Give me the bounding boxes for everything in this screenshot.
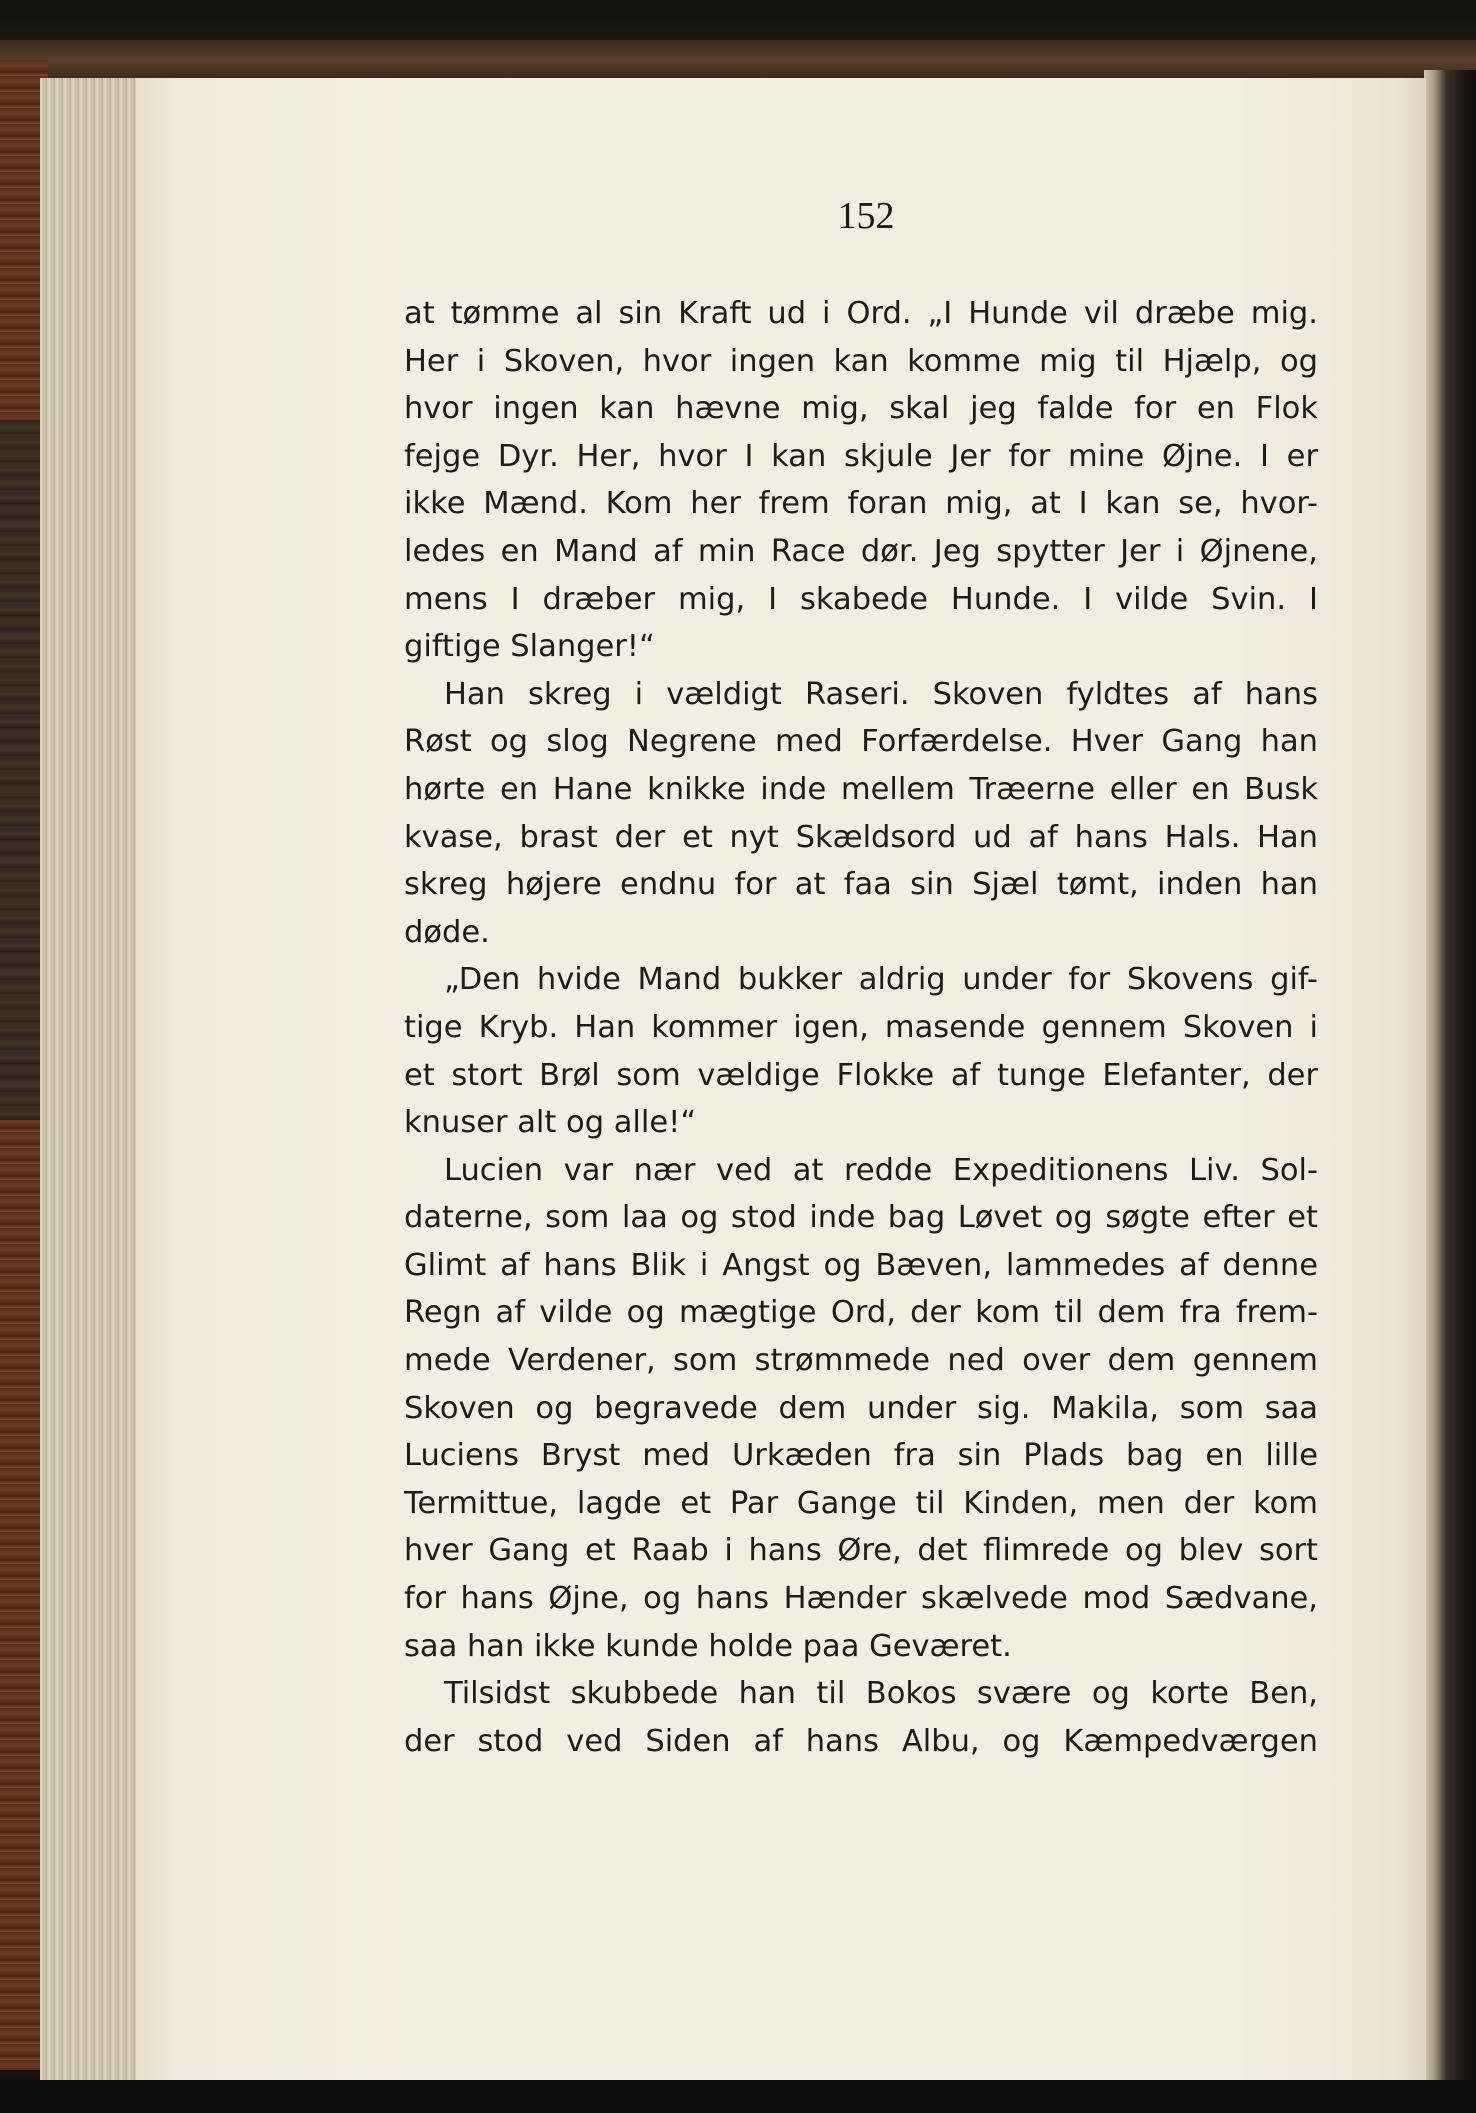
text-line: Røst og slog Negrene med Forfærdelse. Hver Gang han [404, 724, 1318, 760]
text-line: giftige Slanger!“ [404, 629, 655, 665]
book-bottom-edge [0, 2080, 1476, 2113]
text-line: Luciens Bryst med Urkæden fra sin Plads bag en lille [404, 1438, 1318, 1474]
text-line: fejge Dyr. Her, hvor I kan skjule Jer for mine Øjne. I er [404, 438, 1318, 474]
page-edges [40, 78, 140, 2083]
text-line: „Den hvide Mand bukker aldrig under for Skovens gif- [444, 962, 1318, 998]
text-line: skreg højere endnu for at faa sin Sjæl tømt, inden han [404, 867, 1318, 903]
text-line: mede Verdener, som strømmede ned over dem gennem [404, 1343, 1318, 1379]
paragraph [404, 290, 1318, 671]
text-line: hvor ingen kan hævne mig, skal jeg falde for en Flok [404, 391, 1318, 427]
paragraph [404, 671, 1318, 957]
page-number: 152 [837, 195, 895, 237]
text-line: Han skreg i vældigt Raseri. Skoven fyldtes af hans [444, 676, 1318, 712]
text-line: hørte en Hane knikke inde mellem Træerne eller en Busk [404, 771, 1318, 807]
text-line: Tilsidst skubbede han til Bokos svære og korte Ben, [444, 1676, 1318, 1712]
paragraph [404, 956, 1318, 1146]
text-line: et stort Brøl som vældige Flokke af tunge Elefanter, der [404, 1057, 1318, 1093]
text-line: Termittue, lagde et Par Gange til Kinden, men der kom [404, 1485, 1318, 1521]
text-line: hver Gang et Raab i hans Øre, det flimrede og blev sort [404, 1533, 1318, 1569]
facing-page-edge [1424, 70, 1476, 2085]
text-line: Regn af vilde og mægtige Ord, der kom til dem fra frem- [404, 1295, 1318, 1331]
text-line: daterne, som laa og stod inde bag Løvet og søgte efter et [404, 1200, 1318, 1236]
text-line: Her i Skoven, hvor ingen kan komme mig til Hjælp, og [404, 343, 1318, 379]
text-line: mens I dræber mig, I skabede Hunde. I vilde Svin. I [404, 581, 1318, 617]
text-line: Skoven og begravede dem under sig. Makila, som saa [404, 1390, 1318, 1426]
body-text [404, 290, 1318, 1765]
text-line: at tømme al sin Kraft ud i Ord. „I Hunde vil dræbe mig. [404, 296, 1318, 331]
text-line: for hans Øjne, og hans Hænder skælvede mod Sædvane, [404, 1581, 1318, 1617]
paragraph [404, 1147, 1318, 1671]
text-line: der stod ved Siden af hans Albu, og Kæmpedværgen [404, 1723, 1318, 1759]
text-line: knuser alt og alle!“ [404, 1105, 697, 1141]
text-line: ikke Mænd. Kom her frem foran mig, at I kan se, hvor- [404, 486, 1318, 522]
text-line: Glimt af hans Blik i Angst og Bæven, lammedes af denne [404, 1247, 1318, 1283]
text-line: saa han ikke kunde holde paa Geværet. [404, 1628, 1012, 1664]
text-line: Lucien var nær ved at redde Expeditionens Liv. Sol- [444, 1152, 1318, 1188]
book-spine-marbling [0, 420, 40, 1120]
paragraph [404, 1670, 1318, 1765]
text-line: kvase, brast der et nyt Skældsord ud af hans Hals. Han [404, 819, 1318, 855]
text-line: døde. [404, 914, 490, 950]
text-line: ledes en Mand af min Race dør. Jeg spytter Jer i Øjnene, [404, 533, 1318, 569]
text-line: tige Kryb. Han kommer igen, masende gennem Skoven i [404, 1009, 1318, 1045]
